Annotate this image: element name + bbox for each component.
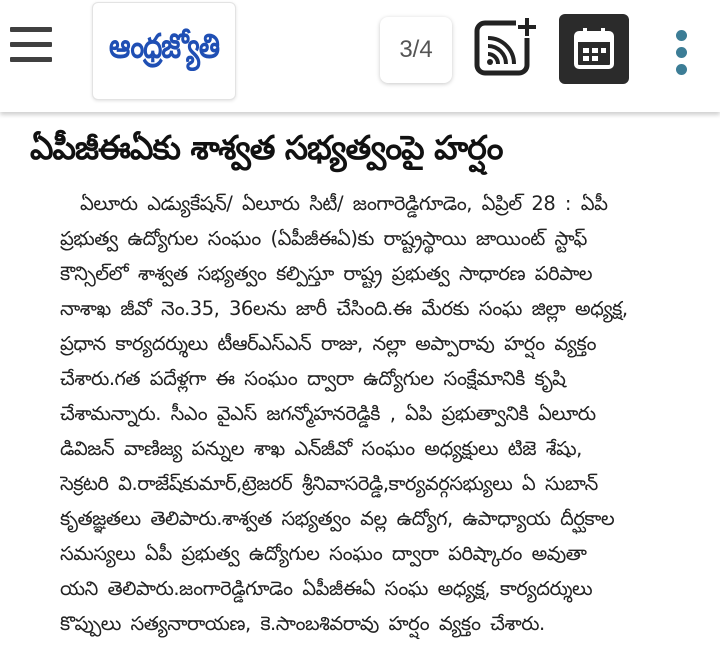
article-body [60,186,720,641]
more-dot [676,47,687,58]
article-line: చేశారు.గత పదేళ్లగా ఈ సంఘం ద్వారా ఉద్యోగుల సంక్షేమానికి కృషి [60,367,566,390]
article-line: ప్రభుత్వ ఉద్యోగుల సంఘం (ఏపీజీఈఏ)కు రాష్ట్రస్థాయి జాయింట్ స్టాఫ్ [60,227,587,250]
logo-text: ఆంధ్రజ్యోతి [108,27,220,66]
menu-bar [10,57,52,62]
article-line: ఏలూరు ఎడ్యుకేషన్/ ఏలూరు సిటీ/ జంగారెడ్డిగూడెం, ఏప్రిల్ 28 : ఏపీ [80,192,608,215]
article-line: కృతజ్ఞతలు తెలిపారు.శాశ్వత సభ్యత్వం వల్ల ఉద్యోగ, ఉపాధ్యాయ దీర్ఘకాల [60,507,615,530]
hamburger-menu-icon[interactable] [10,27,54,65]
article-headline: ఏపీజీఈఏకు శాశ్వత సభ్యత్వంపై హర్షం [30,128,503,167]
article-line: యని తెలిపారు.జంగారెడ్డిగూడెం ఏపీజీఈఏ సంఘ అధ్యక్ష, కార్యదర్శులు [60,577,593,600]
menu-bar [10,27,52,32]
article-line: నాశాఖ జీవో నెం.35, 36లను జారీ చేసింది.ఈ మేరకు సంఘ జిల్లా అధ్యక్ష, [60,297,628,320]
article-line: కౌన్సిల్‌లో శాశ్వత సభ్యత్వం కల్పిస్తూ రాష్ట్ర ప్రభుత్వ సాధారణ పరిపాల [60,262,593,285]
article-line: చేశామన్నారు. సీఎం వైఎస్ జగన్మోహనరెడ్డికి , ఏపి ప్రభుత్వానికి ఏలూరు [60,402,596,425]
article-line: ప్రధాన కార్యదర్శులు టీఆర్ఎస్ఎన్ రాజు, నల్లా అప్పారావు హర్షం వ్యక్తం [60,332,597,355]
more-dot [676,30,687,41]
article-view[interactable] [0,112,720,672]
page-indicator[interactable]: 3/4 [380,17,452,83]
more-vertical-icon[interactable] [670,30,694,80]
andhrajyothy-logo[interactable] [92,2,236,100]
rss-feed-add-icon[interactable] [474,16,538,80]
article-line: కొప్పులు సత్యనారాయణ, కె.సాంబశివరావు హర్షం వ్యక్తం చేశారు. [60,612,545,635]
article-line: సమస్యలు ఏపీ ప్రభుత్వ ఉద్యోగుల సంఘం ద్వారా పరిష్కారం అవుతా [60,542,587,565]
more-dot [676,64,687,75]
article-line: సెక్రటరి వి.రాజేష్‌కుమార్,ట్రెజరర్ శ్రీనివాసరెడ్డి,కార్యవర్గసభ్యులు ఏ సుబాన్ [60,472,598,495]
calendar-icon[interactable] [559,14,629,84]
article-line: డివిజన్ వాణిజ్య పన్నుల శాఖ ఎన్‌జీవో సంఘం అధ్యక్షులు టిజె శేషు, [60,437,582,460]
menu-bar [10,42,52,47]
app-header [0,0,720,112]
